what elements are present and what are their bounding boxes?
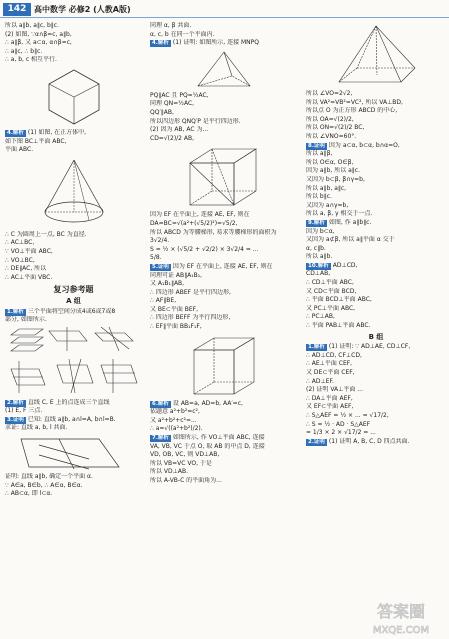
text-line: 又因为 b⊂β, β∩γ=b, <box>306 175 365 183</box>
text-line: = 1/3 × 2 × √17/2 = ... <box>306 429 376 437</box>
text-line: 所以 a∥b, a∥c, b∥c. <box>5 22 60 29</box>
answer-tag: 1.解析 <box>308 344 325 351</box>
text-line: ∴ AC⊥BC, <box>5 239 35 247</box>
text-line: 同理 α, β 共面. <box>150 22 192 29</box>
column-right <box>306 22 446 446</box>
text-line: (2) 因为 AB, AC 为... <box>150 126 209 134</box>
pyramid-figure <box>331 24 421 88</box>
text-line: ∴ AD⊥EF. <box>306 377 334 385</box>
text-line: ∴ AC⊥平面 VBC. <box>5 273 53 281</box>
text-line: 所以 ON=√(2)/2 BC, <box>306 124 365 132</box>
text-line: 又 DE⊂平面 CEF, <box>306 369 355 376</box>
question-6: 6.解析 设 AB=a, AD=b, AA′=c, <box>152 399 243 407</box>
text-line: 所以 a∥β, <box>306 150 333 158</box>
text-line: 如下图 BC⊥平面 ABC, <box>5 137 67 145</box>
text-line: (2) 如图, ∵α∩β=c, a∥b, <box>5 30 72 38</box>
watermark-top: 答案圈 <box>376 602 426 621</box>
text-line: 又 CD⊂平面 BCD, <box>306 287 357 295</box>
answer-tag: 1.解析 <box>7 308 24 315</box>
answer-tag: 6.解析 <box>152 400 169 407</box>
question-b2: 2.证明 (1) 证明 A, B, C, D 四点共面. <box>308 437 410 445</box>
text-line: VA, VB, VC 于点 O, 取 AB 的中点 D, 连接 <box>150 442 265 450</box>
text-line: (1) E, F 三点. <box>5 407 43 415</box>
text-line: 依题意 a²+b²=c², <box>150 408 200 416</box>
cone-figure <box>39 157 109 229</box>
text-line: ∴ DE∥AC, 所以 <box>5 265 47 273</box>
text-line: ∴ 平面 PAB⊥平面 ABC. <box>306 322 371 330</box>
group-a-heading: A 组 <box>66 296 81 305</box>
text-line: ∴ a=√((a²+b²)/2). <box>150 425 203 433</box>
answer-tag: 7.解析 <box>152 435 169 442</box>
text-line: ∴ CD⊥平面 ABC, <box>306 279 354 287</box>
text-line: α, c∥b. <box>306 244 326 252</box>
answer-tag: 8.证明 <box>308 142 325 149</box>
text-line: 又因为 a∩γ=b, <box>306 201 349 209</box>
text-line: 部分, 如图所示. <box>5 316 47 324</box>
text-line: 因为 EF 在平面上, 连接 AE, EF, 则在 <box>150 211 250 219</box>
text-line: PQ∥AC 且 PQ=½AC, <box>150 91 209 99</box>
text-line: 同理可证 AB∥A₁B₁, <box>150 271 203 279</box>
column-middle <box>150 22 298 486</box>
text-line: 所以 VD⊥AB. <box>150 468 188 476</box>
group-b-heading: B 组 <box>368 332 384 341</box>
answer-tag: 5.证明 <box>152 263 169 270</box>
text-line: ∴ AB⊂α, 即 l⊂α. <box>5 490 53 498</box>
text-line: ∴ AF∥BE, <box>150 297 177 305</box>
column-left <box>5 22 142 499</box>
answer-tag: 3.证明 <box>7 416 24 423</box>
question-8: 8.证明 因为 a⊂α, b⊂α, b∩α=O, <box>308 141 400 149</box>
text-line: CD=√(2)/2 AB, <box>150 134 195 142</box>
text-line: ∴ AD⊥CD, CF⊥CD, <box>306 351 362 359</box>
text-line: VD, OB, VC, 则 VD⊥AB, <box>150 451 220 459</box>
text-line: ∴ a, b, c 相互平行. <box>5 56 57 64</box>
review-1: 1.解析 三个平面将空间分成4或6或7或8 <box>7 307 116 315</box>
question-5: 5.证明 因为 EF 在平面上, 连接 AE, EF, 则在 <box>152 262 273 270</box>
text-line: 同理 QN=½AC, <box>150 100 195 108</box>
answer-tag: 9.解析 <box>308 219 325 226</box>
formula-line: 3√2/4. <box>150 237 170 245</box>
answer-tag: 2.证明 <box>308 438 325 445</box>
text-line: ∴ S = ½ · AD · S△AEF <box>306 420 371 428</box>
prism-figure <box>184 334 264 398</box>
question-4: 4.解析 (1) 如图, 在正方体中, <box>7 128 87 136</box>
cube-figure <box>184 145 264 209</box>
question-b1: 1.解析 (1) 证明: ∵ AD⊥AE, CD⊥CF, <box>308 343 411 351</box>
text-line: 证明: 直线 a∥b, 确定一个平面 α. <box>5 473 93 481</box>
parallel-lines-figure <box>19 435 129 471</box>
text-line: 所以 VB=VC VO, 于是 <box>150 459 212 467</box>
text-line: 所以 A-VB-C 的平面角为... <box>150 477 222 484</box>
text-line: 又 A₁B₁∥AB, <box>150 280 185 288</box>
text-line: 所以 a∥b, a∥c, <box>306 184 347 192</box>
review-2: 2.解析 直线 C, E 上的点连成三个直线 <box>7 398 110 406</box>
text-line: ∴ AE⊥平面 CEF, <box>306 360 353 368</box>
text-line: 所以四边形 QNQ′P 是平行四边形. <box>150 117 241 125</box>
text-line: ∵ VO⊥平面 ABC, <box>5 247 53 255</box>
text-line: (2) 证明 VA⊥平面 ... <box>306 386 363 394</box>
text-line: ∴ a∥β, 又 a⊂α, α∩β=c, <box>5 39 72 47</box>
text-line: ∴ EF∥平面 BB₁F₁F, <box>150 323 202 331</box>
answer-tag: 10.解析 <box>308 262 329 269</box>
text-line: 又 PC⊥平面 ABC, <box>306 304 356 312</box>
text-line: ∵ A∈a, B∈b, ∴ A∈α, B∈α. <box>5 481 83 489</box>
section-title: 复习参考题 <box>53 285 94 295</box>
question-7: 7.解析 如图所示, 作 VO⊥平面 ABC, 连接 <box>152 434 265 442</box>
text-line: 所以 a∥b. <box>306 253 333 261</box>
question-9: 9.解析 如图, 作 a∥b∥c. <box>308 218 372 226</box>
text-line: 求证: 直线 a, b, l 共面. <box>5 424 68 432</box>
text-line: 所以 ∠VNO=60°. <box>306 132 357 140</box>
text-line: 所以 ∠VO=2√2, <box>306 90 353 97</box>
text-line: ∴ a∥c, ∴ b∥c. <box>5 47 43 55</box>
page-number: 142 <box>3 3 31 16</box>
text-line: CD⊥AB, <box>306 270 331 278</box>
text-line: ∴ VO⊥BC, <box>5 256 35 264</box>
book-title: 高中数学 必修2 (人教A版) <box>34 5 131 14</box>
text-line: ∴ C 为圆周上一点, BC 为直径. <box>5 230 87 238</box>
watermark-logo <box>357 599 445 637</box>
review-3: 3.证明 已知: 直线 a∥b, a∩l=A, b∩l=B. <box>7 415 116 423</box>
text-line: α, c, b 在同一个平面内. <box>150 30 215 38</box>
text-line: 所以 OA=√(2)/2, <box>306 115 354 123</box>
text-line: 因为 b⊂α, <box>306 227 335 235</box>
answer-tag: 4.解析 <box>152 40 169 47</box>
page-header <box>0 0 449 18</box>
text-line: QQ′∥AB, <box>150 108 174 116</box>
header-divider <box>0 17 449 18</box>
text-line: 所以 b∥c. <box>306 193 332 201</box>
text-line: 所以 O∈α, O∈β, <box>306 158 354 166</box>
text-line: 又因为 a⊄β, 所以 a∥平面 α 交于 <box>306 236 395 244</box>
answer-tag: 2.解析 <box>7 399 24 406</box>
formula-line: DA=BC=√(a²+(√5/2)²)=√5/2, <box>150 219 238 227</box>
question-4: 4.解析 (1) 证明: 如图所示, 连接 MNPQ <box>152 39 259 47</box>
text-line: 又 a²+b²+c²=... <box>150 416 197 424</box>
text-line: 因为 a∥b, 所以 a∥c. <box>306 167 360 175</box>
tetrahedron-figure <box>194 50 254 90</box>
formula-line: S = ½ × (√5/2 + √2/2) × 3√2/4 = ... <box>150 245 259 253</box>
text-line: ∴ S△AEF = ½ × ... = √17/2, <box>306 411 389 419</box>
text-line: 又 BE⊂平面 BEF, <box>150 305 199 313</box>
text-line: 又 EF⊂平面 AEF, <box>306 403 354 411</box>
text-line: ∴ 四边形 BEFF 为平行四边形, <box>150 314 231 322</box>
text-line: ∴ 平面 BCD⊥平面 ABC, <box>306 296 372 304</box>
text-line: 所以 a, β, γ 相交于一点. <box>306 210 373 218</box>
question-10: 10.解析 AD⊥CD, <box>308 261 358 269</box>
text-line: 所以 VA²=VB²=VC², 所以 VA⊥BD, <box>306 98 403 106</box>
planes-figure <box>9 327 139 397</box>
text-line: 所以点 O 为正方形 ABCD 的中心, <box>306 107 398 115</box>
answer-tag: 4.解析 <box>7 129 24 136</box>
text-line: ∴ PC⊥AB, <box>306 313 335 321</box>
watermark-bottom: MXQE.COM <box>372 625 430 636</box>
text-line: ∴ 四边形 ABEF 是平行四边形, <box>150 288 231 296</box>
hexagon-figure <box>44 67 104 127</box>
formula-line: 所以 ABCD 为等腰梯形, 易求等腰梯形的面积为 <box>150 228 277 236</box>
formula-line: 5/8. <box>150 254 162 262</box>
text-line: ∴ DA⊥平面 AEF, <box>306 394 353 402</box>
text-line: 平面 ABC. <box>5 146 34 154</box>
